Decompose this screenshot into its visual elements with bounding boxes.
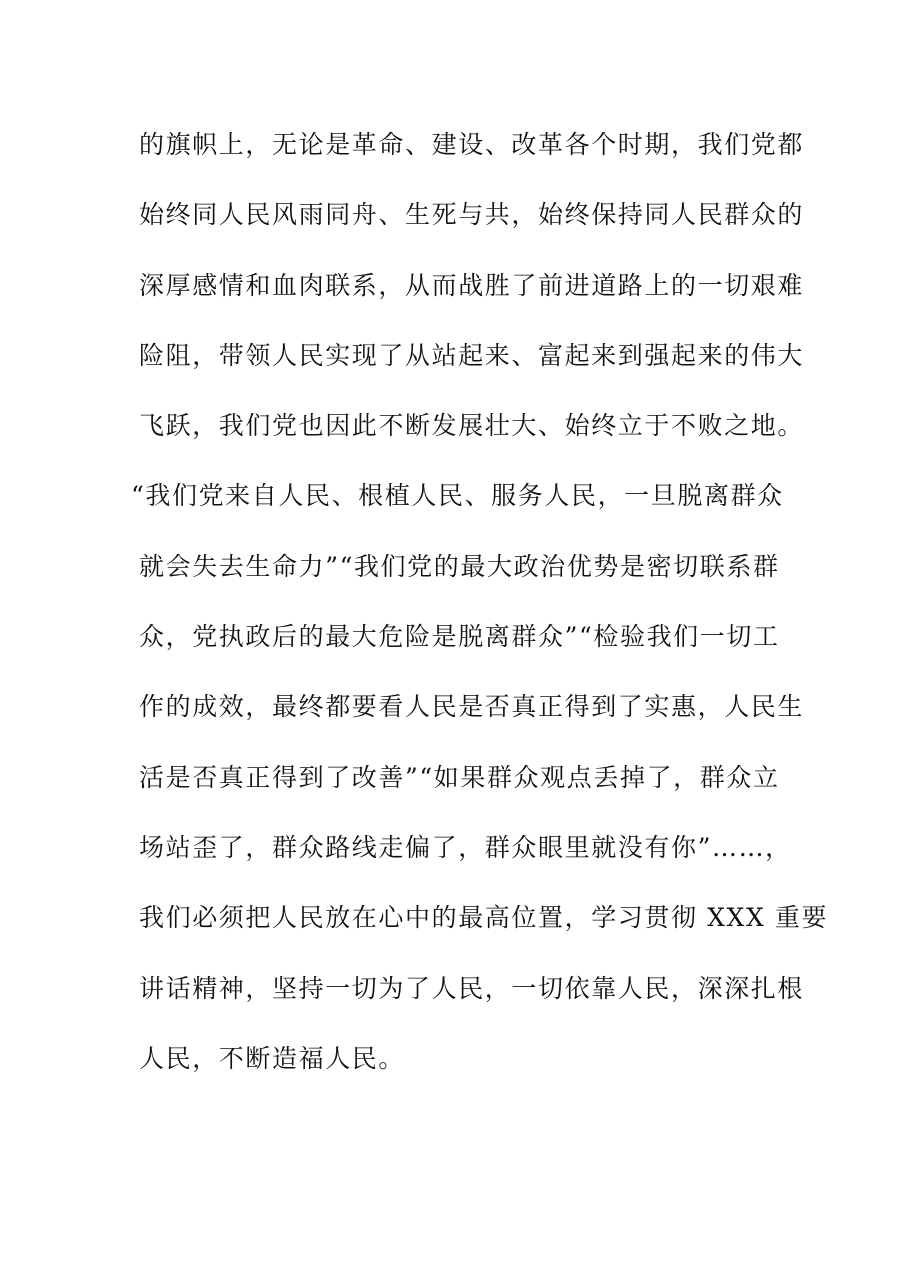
text-line: 人民，不断造福人民。 bbox=[139, 1043, 406, 1073]
text-line: 险阻，带领人民实现了从站起来、富起来到强起来的伟大 bbox=[139, 340, 805, 370]
text-line: 活是否真正得到了改善”“如果群众观点丢掉了，群众立 bbox=[139, 762, 780, 792]
text-line: 的旗帜上，无论是革命、建设、改革各个时期，我们党都 bbox=[139, 130, 805, 159]
text-line: 飞跃，我们党也因此不断发展壮大、始终立于不败之地。 bbox=[139, 411, 805, 441]
text-line: 深厚感情和血肉联系，从而战胜了前进道路上的一切艰难 bbox=[139, 270, 805, 300]
text-line: 始终同人民风雨同舟、生死与共，始终保持同人民群众的 bbox=[139, 200, 805, 230]
text-line: 讲话精神，坚持一切为了人民，一切依靠人民，深深扎根 bbox=[139, 973, 805, 1003]
text-line: 我们必须把人民放在心中的最高位置，学习贯彻 XXX 重要 bbox=[139, 903, 829, 933]
text-line: “我们党来自人民、根植人民、服务人民，一旦脱离群众 bbox=[131, 481, 784, 511]
text-line: 场站歪了，群众路线走偏了，群众眼里就没有你”……， bbox=[139, 832, 792, 862]
text-line: 作的成效，最终都要看人民是否真正得到了实惠，人民生 bbox=[139, 692, 805, 722]
text-line: 众，党执政后的最大危险是脱离群众”“检验我们一切工 bbox=[139, 622, 780, 652]
body-text bbox=[131, 120, 829, 1104]
text-line: 就会失去生命力”“我们党的最大政治优势是密切联系群 bbox=[139, 551, 780, 581]
